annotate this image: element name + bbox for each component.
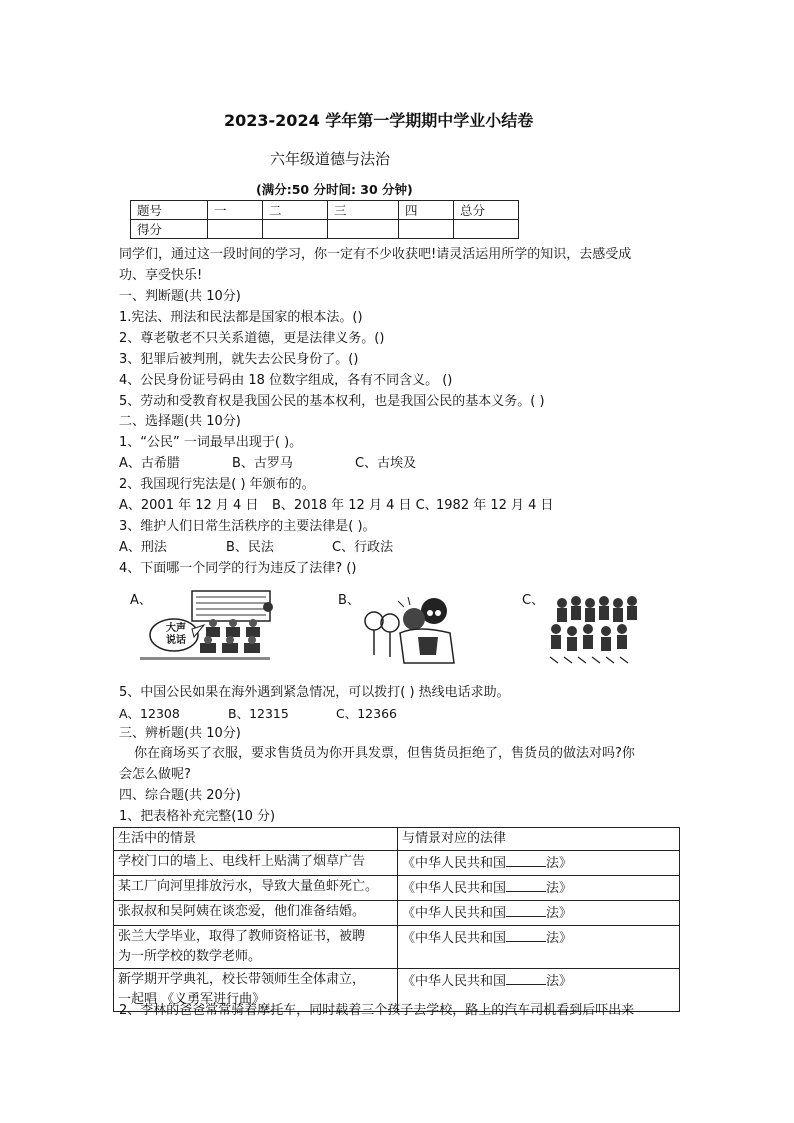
judge-item: 2、尊老敬老不只关系道德，更是法律义务。()	[119, 331, 385, 346]
law-prefix: 《中华人民共和国	[402, 931, 507, 946]
law-blank[interactable]	[506, 902, 546, 917]
score-cell: 二	[263, 201, 328, 220]
intro-line: 同学们，通过这一段时间的学习，你一定有不少收获吧!请灵活运用所学的知识，去感受成	[119, 247, 632, 262]
comprehensive-question: 2、李林的爸爸常常骑着摩托车，同时载着三个孩子去学校，路上的汽车司机看到后吓出来	[119, 1003, 635, 1018]
scene-text: 张叔叔和吴阿姨在谈恋爱，他们准备结婚。	[118, 904, 366, 919]
choice-question: 3、维护人们日常生活秩序的主要法律是( )。	[119, 519, 376, 534]
law-table-header	[114, 828, 680, 851]
law-table	[113, 827, 680, 1012]
section-heading: 四、综合题(共 20分)	[119, 788, 241, 803]
header-cell: 生活中的情景	[114, 828, 398, 851]
choice-option: A、12308	[119, 706, 180, 721]
option-a-illustration	[130, 585, 280, 670]
judge-item: 3、犯罪后被判刑，就失去公民身份了。()	[119, 352, 359, 367]
law-prefix: 《中华人民共和国	[402, 856, 507, 871]
crowd-drawing	[522, 585, 652, 670]
law-blank[interactable]	[506, 852, 546, 867]
choice-option: B、古罗马	[232, 456, 293, 471]
table-row	[114, 851, 680, 876]
law-suffix: 法》	[546, 881, 573, 896]
choice-option: A、2001 年 12 月 4 日	[119, 498, 259, 513]
scene-cell	[114, 851, 398, 876]
law-prefix: 《中华人民共和国	[402, 881, 507, 896]
table-row	[114, 876, 680, 901]
exam-subtitle: 六年级道德与法治	[270, 150, 391, 168]
choice-question: 2、我国现行宪法是( ) 年颁布的。	[119, 477, 315, 492]
scene-text: 张兰大学毕业，取得了教师资格证书，被聘	[118, 929, 366, 944]
score-cell: 题号	[131, 201, 208, 220]
students-drawing	[338, 585, 468, 670]
score-cell[interactable]	[208, 220, 263, 239]
law-blank[interactable]	[506, 970, 546, 985]
scene-text: 某工厂向河里排放污水，导致大量鱼虾死亡。	[118, 879, 379, 894]
choice-option: B、2018 年 12 月 4 日 C、	[272, 498, 438, 513]
law-suffix: 法》	[546, 974, 573, 989]
choice-option: C、12366	[336, 706, 397, 721]
score-cell: 得分	[131, 220, 208, 239]
choice-option: A、刑法	[119, 540, 167, 555]
section-heading: 三、辨析题(共 10分)	[119, 726, 241, 741]
option-c-illustration	[522, 585, 652, 670]
choice-option: B、12315	[228, 706, 289, 721]
score-cell: 总分	[454, 201, 519, 220]
pic-a-label: A、	[130, 593, 152, 608]
option-b-illustration	[338, 585, 468, 670]
score-cell[interactable]	[263, 220, 328, 239]
choice-option: C、古埃及	[355, 456, 417, 471]
choice-option: A、古希腊	[119, 456, 180, 471]
choice-question: 5、中国公民如果在海外遇到紧急情况，可以拨打( ) 热线电话求助。	[119, 685, 510, 700]
score-cell: 三	[328, 201, 399, 220]
score-table	[130, 200, 519, 239]
scene-cell	[114, 926, 398, 969]
judge-item: 5、劳动和受教育权是我国公民的基本权利，也是我国公民的基本义务。( )	[119, 394, 545, 409]
exam-title: 2023-2024 学年第一学期期中学业小结卷	[224, 111, 534, 130]
choice-question: 1、“公民” 一词最早出现于( )。	[119, 435, 303, 450]
law-cell	[398, 901, 680, 926]
classroom-drawing	[130, 585, 280, 670]
choice-option: 1982 年 12 月 4 日	[436, 498, 554, 513]
law-cell	[398, 851, 680, 876]
scene-cell	[114, 876, 398, 901]
pic-c-label: C、	[522, 593, 545, 608]
law-suffix: 法》	[546, 856, 573, 871]
choice-option: B、民法	[226, 540, 274, 555]
score-cell: 四	[399, 201, 454, 220]
score-cell[interactable]	[328, 220, 399, 239]
scene-text: 一起唱 《义勇军进行曲》	[118, 992, 266, 1007]
score-table-header-row	[131, 201, 519, 220]
intro-line: 功、享受快乐!	[119, 268, 203, 283]
law-cell	[398, 926, 680, 969]
law-suffix: 法》	[546, 931, 573, 946]
pic-b-label: B、	[338, 593, 360, 608]
scene-text: 学校门口的墙上、电线杆上贴满了烟草广告	[118, 854, 366, 869]
law-prefix: 《中华人民共和国	[402, 906, 507, 921]
law-suffix: 法》	[546, 906, 573, 921]
judge-item: 4、公民身份证号码由 18 位数字组成，各有不同含义。 ()	[119, 373, 453, 388]
analysis-text: 会怎么做呢?	[119, 767, 191, 782]
law-prefix: 《中华人民共和国	[402, 974, 507, 989]
header-cell: 与情景对应的法律	[398, 828, 680, 851]
analysis-text: 你在商场买了衣服，要求售货员为你开具发票，但售货员拒绝了，售货员的做法对吗?你	[134, 746, 635, 761]
choice-question: 4、下面哪一个同学的行为违反了法律? ()	[119, 561, 357, 576]
choice-option: C、行政法	[332, 540, 394, 555]
scene-text: 为一所学校的数学老师。	[118, 949, 262, 964]
scene-cell	[114, 901, 398, 926]
score-cell[interactable]	[454, 220, 519, 239]
score-cell: 一	[208, 201, 263, 220]
scene-text: 新学期开学典礼，校长带领师生全体肃立，	[118, 972, 366, 987]
exam-meta: (满分:50 分时间: 30 分钟)	[256, 182, 413, 197]
score-table-score-row	[131, 220, 519, 239]
law-cell	[398, 876, 680, 901]
table-row	[114, 901, 680, 926]
law-blank[interactable]	[506, 877, 546, 892]
law-blank[interactable]	[506, 927, 546, 942]
score-cell[interactable]	[399, 220, 454, 239]
section-heading: 一、判断题(共 10分)	[119, 289, 241, 304]
section-heading: 二、选择题(共 10分)	[119, 414, 241, 429]
bubble-text-1: 大声	[166, 623, 186, 634]
table-row	[114, 926, 680, 969]
judge-item: 1.宪法、刑法和民法都是国家的根本法。()	[119, 310, 363, 325]
table-question: 1、把表格补充完整(10 分)	[119, 809, 276, 824]
bubble-text-2: 说话	[166, 635, 186, 646]
